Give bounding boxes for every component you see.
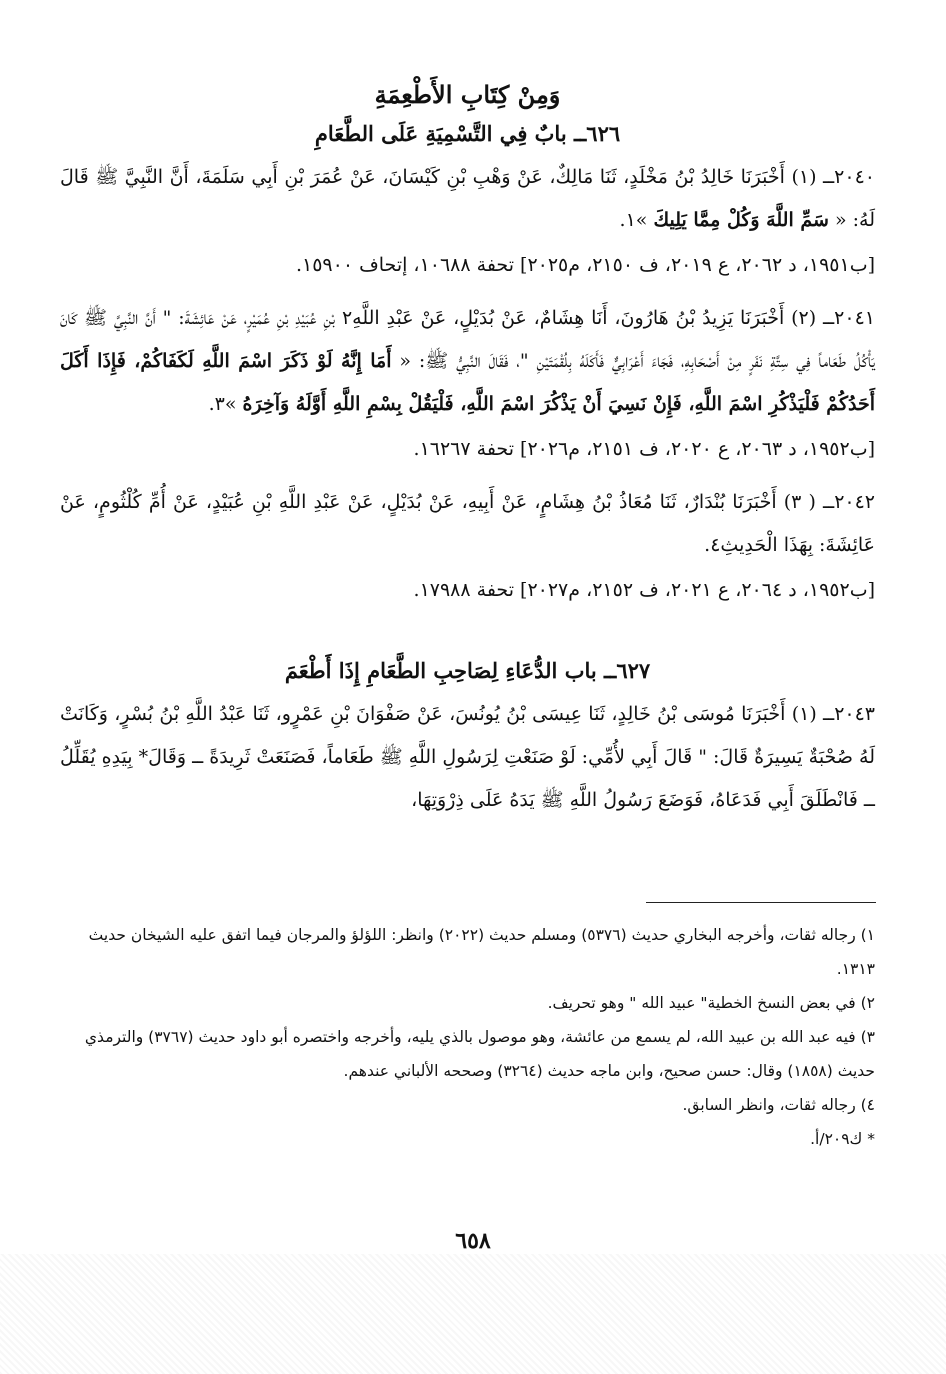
footnote-4: ٤) رجاله ثقات، وانظر السابق. [682,1096,875,1114]
footnote-divider [646,902,876,903]
page-number: ٦٥٨ [455,1228,491,1254]
chapter-heading-627: ٦٢٧ــ باب الدُّعَاءِ لِصَاحِبِ الطَّعَامِ إِذَا أَطْعَمَ [284,658,651,683]
footnote-1: ١) رجاله ثقات، وأخرجه البخاري حديث (٥٣٧٦) ومسلم حديث (٢٠٢٢) وانظر: اللؤلؤ والمرجان فيما اتفق عليه الشيخان حديث ١٣١٣. [88,926,875,978]
reference-2041: [ب١٩٥٢، د ٢٠٦٣، ع ٢٠٢٠، ف ٢١٥١، م٢٠٢٦] تحفة ١٦٢٦٧. [413,438,875,460]
hadith-2040: ٢٠٤٠ــ (١) أَخْبَرَنَا خَالِدُ بْنُ مَخْلَدٍ، ثَنَا مَالِكٌ، عَنْ وَهْبِ بْنِ كَيْسَانَ، عَنْ عُمَرَ بْنِ أَبِي سَلَمَةَ، أَنَّ النَّبِيَّ ﷺ قَالَ لَهُ: « سَمِّ اللَّهَ وَكُلْ مِمَّا يَلِيكَ »١. [60,166,875,231]
reference-2042: [ب١٩٥٢، د ٢٠٦٤، ع ٢٠٢١، ف ٢١٥٢، م٢٠٢٧] تحفة ١٧٩٨٨. [413,579,875,601]
hadith-2043: ٢٠٤٣ــ (١) أَخْبَرَنَا مُوسَى بْنُ خَالِدٍ، ثَنَا عِيسَى بْنُ يُونُسَ، عَنْ صَفْوَانَ بْنِ عَمْرٍو، ثَنَا عَبْدُ اللَّهِ بْنُ بُسْرٍ، وَكَانَتْ لَهُ صُحْبَةٌ يَسِيرَةٌ قَالَ: " قَالَ أَبِي لأُمِّي: لَوْ صَنَعْتِ لِرَسُولِ اللَّهِ ﷺ طَعَاماً، فَصَنَعَتْ ثَرِيدَةً ــ وَقَالَ* بِيَدِهِ يُقَلِّلُ ــ فَانْطَلَقَ أَبِي فَدَعَاهُ، فَوَضَعَ رَسُولُ اللَّهِ ﷺ يَدَهُ عَلَى ذِرْوَتِهَا، [60,703,876,811]
page-body [60,80,875,822]
chapter-heading-626: ٦٢٦ــ بابٌ فِي التَّسْمِيَةِ عَلَى الطَّعَامِ [314,121,621,146]
book-title: وَمِنْ كِتَابِ الأَطْعِمَةِ [374,80,561,109]
footnotes [70,918,875,1156]
footnote-2: ٢) في بعض النسخ الخطية" عبيد الله " وهو تحريف. [547,994,875,1012]
footnote-3: ٣) فيه عبد الله بن عبيد الله، لم يسمع من عائشة، وهو موصول بالذي يليه، وأخرجه واختصره أبو داود حديث (٣٧٦٧) والترمذي حديث (١٨٥٨) وقال: حسن صحيح، وابن ماجه حديث (٣٢٦٤) وصححه الألباني عندهم. [84,1028,875,1080]
hadith-2042: ٢٠٤٢ــ ( ٣) أَخْبَرَنَا بُنْدَارٌ، ثَنَا مُعَاذُ بْنُ هِشَامٍ، عَنْ أَبِيهِ، عَنْ بُدَيْلٍ، عَنْ عَبْدِ اللَّهِ بْنِ عُبَيْدٍ، عَنْ أُمِّ كُلْثُومٍ، عَنْ عَائِشَةَ: بِهَذَا الْحَدِيثِ٤. [60,491,876,556]
scan-shading [0,1254,946,1374]
hadith-2041: ٢٠٤١ــ (٢) أَخْبَرَنَا يَزِيدُ بْنُ هَارُونَ، أَنَا هِشَامٌ، عَنْ بُدَيْلٍ، عَنْ عَبْدِ اللَّهِ٢ بْنِ عُبَيْدِ بْنِ عُمَيْرٍ، عَنْ عَائِشَةَ: " أَنَّ النَّبِيَّ ﷺ كَانَ يَأْكُلُ طَعَاماً فِي سِتَّةِ نَفَرٍ مِنْ أَصْحَابِهِ، فَجَاءَ أَعْرَابِيٌّ فَأَكَلَهُ بِلُقْمَتَيْنِ "، فَقَالَ النَّبِيُّ ﷺ: « أَمَا إِنَّهُ لَوْ ذَكَرَ اسْمَ اللَّهِ لَكَفَاكُمْ، فَإِذَا أَكَلَ أَحَدُكُمْ فَلْيَذْكُرِ اسْمَ اللَّهِ، فَإِنْ نَسِيَ أَنْ يَذْكُرَ اسْمَ اللَّهِ، فَلْيَقُلْ بِسْمِ اللَّهِ أَوَّلَهُ وَآخِرَهُ »٣. [60,307,875,415]
reference-2040: [ب١٩٥١، د ٢٠٦٢، ع ٢٠١٩، ف ٢١٥٠، م٢٠٢٥] تحفة ١٠٦٨٨، إتحاف ١٥٩٠٠. [295,254,875,276]
footnote-star: * ك٢٠٩/أ. [810,1130,875,1148]
